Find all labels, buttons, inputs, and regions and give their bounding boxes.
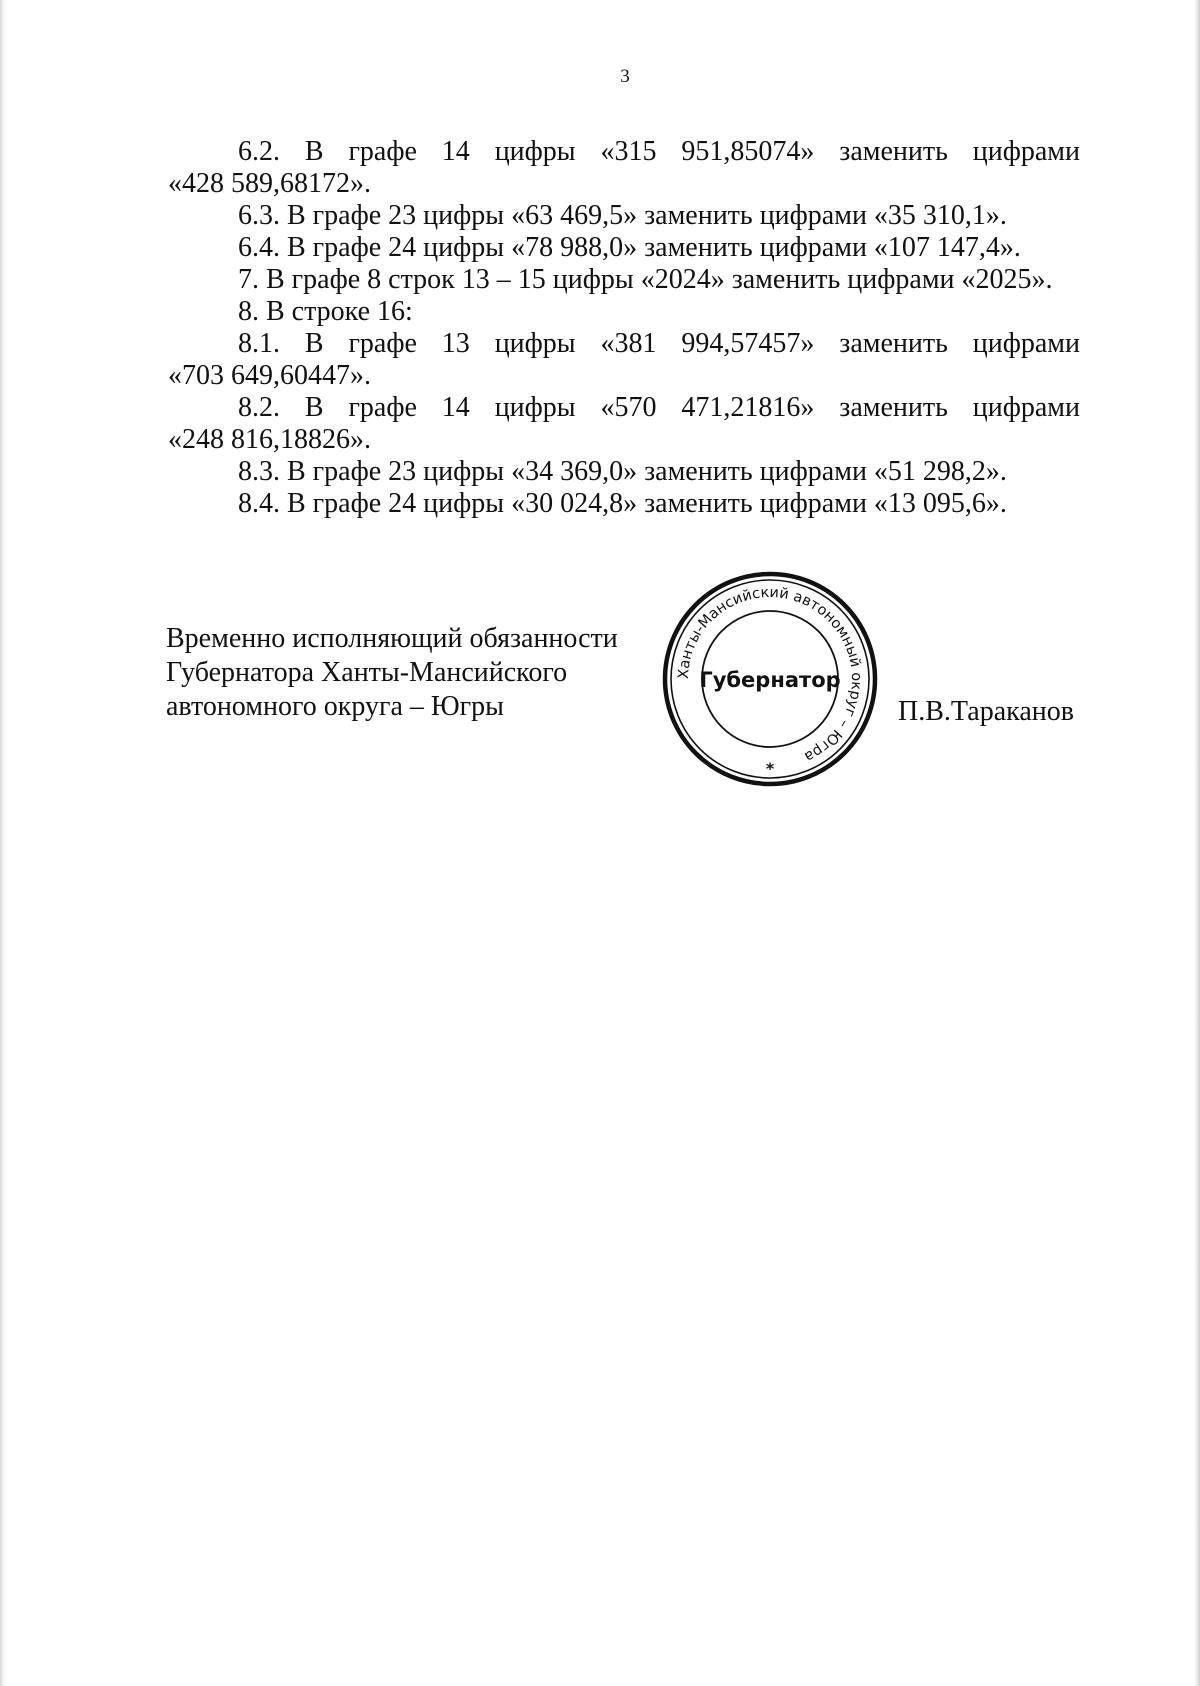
paragraph-8-1 (168, 328, 1080, 360)
paragraph-6-2 (168, 136, 1080, 168)
paragraph-6-2-continuation (168, 168, 1080, 200)
seal-center-text: Губернатор (699, 668, 841, 692)
paragraph-6-2-line-1: 6.2. В графе 14 цифры «315 951,85074» заменить цифрами (238, 136, 1080, 167)
page-number: 3 (620, 66, 630, 87)
paragraph-8-3: 8.3. В графе 23 цифры «34 369,0» заменить цифрами «51 298,2». (238, 456, 1007, 487)
scan-edge-left (0, 0, 6, 1686)
paragraph-6-4: 6.4. В графе 24 цифры «78 988,0» заменить цифрами «107 147,4». (238, 232, 1021, 263)
paragraph-8-2-line-2: «248 816,18826». (168, 424, 371, 455)
seal-star: * (765, 759, 775, 778)
paragraph-8-2-continuation (168, 424, 1080, 456)
signatory-title-line-2: Губернатора Ханты-Мансийского (166, 657, 568, 688)
paragraph-8-1-line-1: 8.1. В графе 13 цифры «381 994,57457» заменить цифрами (238, 328, 1080, 359)
document-body (168, 136, 1080, 520)
paragraph-6-2-line-2: «428 589,68172». (168, 168, 371, 199)
paragraph-8-2 (168, 392, 1080, 424)
signatory-title-line-3: автономного округа – Югры (166, 691, 504, 722)
official-seal-stamp (661, 570, 879, 788)
paragraph-8-1-continuation (168, 360, 1080, 392)
paragraph-8-1-line-2: «703 649,60447». (168, 360, 371, 391)
scan-edge-right (1194, 0, 1200, 1686)
signatory-title (166, 622, 618, 724)
paragraph-7: 7. В графе 8 строк 13 – 15 цифры «2024» заменить цифрами «2025». (238, 264, 1053, 295)
paragraph-6-3: 6.3. В графе 23 цифры «63 469,5» заменить цифрами «35 310,1». (238, 200, 1007, 231)
signatory-title-line-1: Временно исполняющий обязанности (166, 623, 618, 654)
paragraph-8-4: 8.4. В графе 24 цифры «30 024,8» заменить цифрами «13 095,6». (238, 488, 1007, 519)
seal-ring-text: Ханты-Мансийский автономный округ – Югра (675, 584, 865, 765)
paragraph-8-2-line-1: 8.2. В графе 14 цифры «570 471,21816» заменить цифрами (238, 392, 1080, 423)
paragraph-8: 8. В строке 16: (238, 296, 413, 327)
signer-name: П.В.Тараканов (898, 696, 1074, 727)
